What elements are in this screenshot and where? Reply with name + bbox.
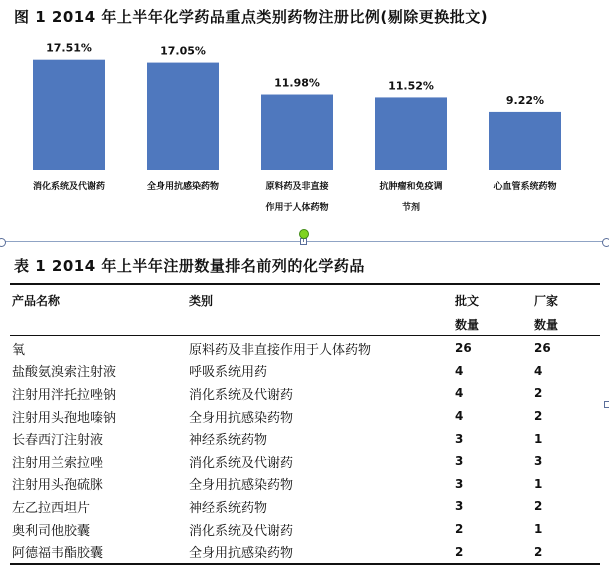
table-bottom-rule	[10, 563, 600, 565]
table-row	[12, 518, 600, 541]
category-label: 作用于人体药物	[265, 203, 329, 213]
table-row	[12, 427, 600, 450]
cell-name: 长春西汀注射液	[12, 433, 104, 449]
data-label: 17.05%	[160, 44, 206, 58]
data-label: 9.22%	[505, 93, 545, 107]
cell-name: 注射用头孢地嗪钠	[12, 410, 117, 426]
bar	[33, 60, 105, 170]
data-label: 11.98%	[274, 76, 320, 90]
table-title: 表 1 2014 年上半年注册数量排名前列的化学药品	[14, 257, 365, 275]
table-row	[12, 405, 600, 428]
cell-name: 氧	[12, 342, 26, 358]
bar	[489, 112, 561, 170]
bar	[261, 95, 333, 170]
cell-approvals: 2	[455, 522, 464, 537]
header-manufacturers: 厂家 数量	[534, 294, 559, 332]
data-label: 17.51%	[46, 41, 92, 55]
category-label: 心血管系统药物	[493, 182, 557, 192]
cell-manufacturers: 1	[534, 522, 543, 537]
header-approvals: 批文 数量	[455, 294, 480, 332]
cell-approvals: 3	[455, 476, 464, 491]
cell-approvals: 3	[455, 431, 464, 446]
cell-manufacturers: 2	[534, 409, 543, 424]
cell-name: 注射用兰索拉唑	[12, 455, 104, 471]
cell-manufacturers: 2	[534, 499, 543, 514]
category-label: 原料药及非直接	[265, 182, 329, 192]
cell-approvals: 4	[455, 409, 464, 424]
category-label: 消化系统及代谢药	[32, 182, 106, 192]
cell-name: 奥利司他胶囊	[12, 523, 91, 539]
bar-chart	[0, 30, 609, 220]
bar	[147, 63, 219, 170]
cell-name: 盐酸氨溴索注射液	[12, 365, 117, 381]
cell-category: 消化系统及代谢药	[189, 387, 294, 403]
cell-category: 原料药及非直接作用于人体药物	[189, 342, 372, 358]
cell-category: 消化系统及代谢药	[189, 523, 294, 539]
cell-approvals: 3	[455, 454, 464, 469]
bar	[375, 97, 447, 170]
cell-manufacturers: 2	[534, 544, 543, 559]
table-row	[12, 450, 600, 473]
header-category: 类别	[189, 294, 214, 308]
category-label: 抗肿瘤和免疫调	[379, 182, 443, 192]
category-label: 全身用抗感染药物	[146, 182, 220, 192]
cell-approvals: 3	[455, 499, 464, 514]
chart-title: 图 1 2014 年上半年化学药品重点类别药物注册比例(剔除更换批文)	[14, 8, 489, 26]
drug-table	[12, 289, 600, 563]
table-row	[12, 540, 600, 563]
cell-approvals: 2	[455, 544, 464, 559]
table-row	[12, 495, 600, 518]
cell-approvals: 4	[455, 363, 464, 378]
category-label: 节剂	[401, 203, 421, 213]
table-row	[12, 382, 600, 405]
resize-handle-mid-right[interactable]	[604, 401, 609, 408]
table-row	[12, 473, 600, 496]
header-name: 产品名称	[12, 294, 61, 308]
cell-category: 呼吸系统用药	[189, 365, 268, 381]
rotate-handle[interactable]	[299, 229, 309, 239]
table-row	[12, 360, 600, 383]
cell-manufacturers: 2	[534, 386, 543, 401]
resize-handle-right[interactable]	[602, 238, 609, 247]
table-top-rule	[10, 283, 600, 285]
resize-handle-left[interactable]	[0, 238, 6, 247]
cell-name: 左乙拉西坦片	[12, 500, 91, 516]
cell-name: 阿德福韦酯胶囊	[12, 546, 104, 562]
table-header-row	[12, 289, 600, 337]
cell-manufacturers: 1	[534, 431, 543, 446]
data-label: 11.52%	[388, 79, 434, 93]
cell-category: 消化系统及代谢药	[189, 455, 294, 471]
cell-category: 全身用抗感染药物	[189, 478, 294, 494]
cell-manufacturers: 26	[534, 341, 551, 356]
table-row	[12, 337, 600, 360]
cell-manufacturers: 3	[534, 454, 543, 469]
cell-category: 全身用抗感染药物	[189, 546, 294, 562]
cell-category: 神经系统药物	[189, 433, 268, 449]
cell-manufacturers: 4	[534, 363, 543, 378]
cell-category: 全身用抗感染药物	[189, 410, 294, 426]
cell-approvals: 26	[455, 341, 472, 356]
cell-manufacturers: 1	[534, 476, 543, 491]
cell-approvals: 4	[455, 386, 464, 401]
cell-category: 神经系统药物	[189, 500, 268, 516]
cell-name: 注射用头孢硫脒	[12, 478, 104, 494]
cell-name: 注射用泮托拉唑钠	[12, 387, 117, 403]
